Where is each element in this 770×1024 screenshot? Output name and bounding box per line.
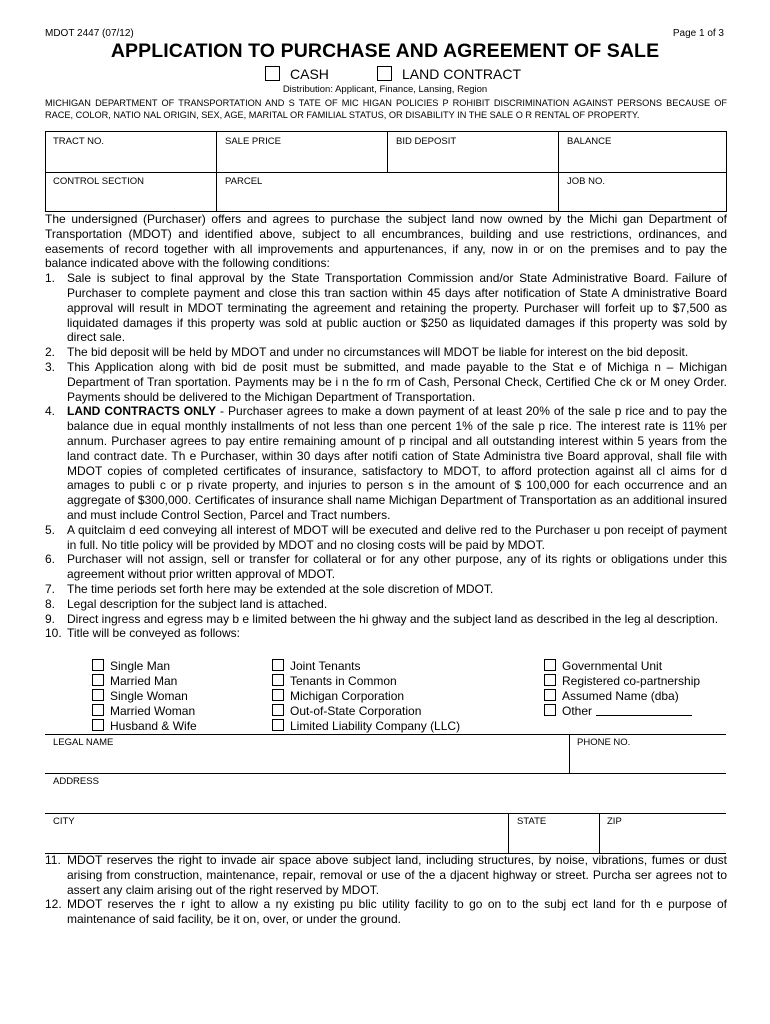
bid-deposit-field[interactable]: BID DEPOSIT xyxy=(396,136,457,147)
balance-field[interactable]: BALANCE xyxy=(567,136,612,147)
parcel-field[interactable]: PARCEL xyxy=(225,176,263,187)
checkbox[interactable] xyxy=(272,719,284,731)
title-option[interactable]: Limited Liability Company (LLC) xyxy=(272,719,460,734)
title-option[interactable]: Married Man xyxy=(92,674,197,689)
checkbox[interactable] xyxy=(92,659,104,671)
phone-no-field[interactable]: PHONE NO. xyxy=(577,737,631,748)
control-section-field[interactable]: CONTROL SECTION xyxy=(53,176,144,187)
checkbox[interactable] xyxy=(92,719,104,731)
page-title: APPLICATION TO PURCHASE AND AGREEMENT OF SALE xyxy=(110,40,660,62)
checkbox[interactable] xyxy=(92,689,104,701)
condition-item: 7. The time periods set forth here may be extended at the sole discretion of MDOT. xyxy=(45,581,494,596)
checkbox[interactable] xyxy=(272,704,284,716)
state-field[interactable]: STATE xyxy=(517,816,547,827)
legal-name-field[interactable]: LEGAL NAME xyxy=(53,737,114,748)
checkbox[interactable] xyxy=(272,689,284,701)
condition-item: 5. A quitclaim d eed conveying all interest of MDOT will be executed and delive red to the Purchaser u pon receipt of payment in full. No title policy will be provided by MDOT and no closing costs will be paid by MDOT. xyxy=(45,522,727,552)
checkbox[interactable] xyxy=(544,689,556,701)
condition-item: 12. MDOT reserves the r ight to allow a ny existing pu blic utility facility to go on to the subj ect land for th e purpose of maintenance of said facility, be it on, over, or under the ground. xyxy=(45,897,727,927)
title-options-col1 xyxy=(92,659,197,734)
sale-price-field[interactable]: SALE PRICE xyxy=(225,136,281,147)
checkbox[interactable] xyxy=(92,674,104,686)
condition-item: 10. Title will be conveyed as follows: xyxy=(45,626,240,641)
title-option[interactable]: Husband & Wife xyxy=(92,719,197,734)
checkbox[interactable] xyxy=(92,704,104,716)
title-option[interactable]: Single Man xyxy=(92,659,197,674)
title-option[interactable]: Out-of-State Corporation xyxy=(272,704,460,719)
title-option[interactable]: Assumed Name (dba) xyxy=(544,689,700,704)
land-contract-label: LAND CONTRACT xyxy=(402,66,522,82)
condition-item: 3. This Application along with bid de posit must be submitted, and made payable to the Stat e of Michiga n – Michigan Department of Tran sportation. Payments may be i n the fo rm of Cash, Personal Check, Certified Che ck or M oney Order. Payments should be delivered to the Michigan Department of Transportation. xyxy=(45,359,727,404)
checkbox[interactable] xyxy=(544,674,556,686)
title-options-col2 xyxy=(272,659,460,734)
land-contracts-heading: LAND CONTRACTS ONLY xyxy=(67,404,216,419)
title-option[interactable]: Governmental Unit xyxy=(544,659,700,674)
checkbox[interactable] xyxy=(544,659,556,671)
city-field[interactable]: CITY xyxy=(53,816,75,827)
condition-item: 4. LAND CONTRACTS ONLY - Purchaser agrees to make a down payment of at least 20% of the sale p rice and to pay the balance due in equal monthly installments of not less than one percent 1% of the sale p rice. The interest rate is 11% per annum. Purchaser agrees to pay entire remaining amount of p rincipal and all outstanding interest within 5 years from the land contract date. Th e Purchaser, within 30 days after notifi cation of State Administra tive Board approval, shall file with MDOT copies of completed certificates of insurance, satisfactory to MDOT, to afford protection against all cl aims for d amages to publi c or p rivate property, and injuries to person s in the amount of $ 100,000 for each occurrence and an aggregate of $300,000. Certificates of insurance shall name Michigan Department of Transportation as an additional insured and must include Control Section, Parcel and Tract numbers. xyxy=(45,404,727,522)
tract-no-field[interactable]: TRACT NO. xyxy=(53,136,105,147)
job-no-field[interactable]: JOB NO. xyxy=(567,176,606,187)
nondiscrimination-notice: MICHIGAN DEPARTMENT OF TRANSPORTATION AND S TATE OF MIC HIGAN POLICIES P ROHIBIT DISCRIMINATION AGAINST PERSONS BECAUSE OF RACE, COLOR, NATIO NAL ORIGIN, SEX, AGE, MARITAL OR FAMILIAL STATUS, OR DISABILITY IN THE SALE O R RENTAL OF PROPERTY. xyxy=(45,98,727,120)
cash-label: CASH xyxy=(290,66,329,82)
title-option[interactable]: Registered co-partnership xyxy=(544,674,700,689)
condition-item: 6. Purchaser will not assign, sell or transfer for collateral or for any other purpose, any of its rights or obligations under this agreement without prior written approval of MDOT. xyxy=(45,552,727,582)
title-option[interactable]: Tenants in Common xyxy=(272,674,460,689)
condition-item: 1. Sale is subject to final approval by the State Transportation Commission and/or State Administrative Board. Failure of Purchaser to complete payment and close this tran saction within 45 days after notification of State A dministrative Board approval will result in MDOT terminating the agreement and retaining the property. Purchaser will forfeit up to $7,500 as liquidated damages if this property was sold at public auction or $250 as liquidated damages if this property was sold by direct sale. xyxy=(45,271,727,345)
agreement-body-continued xyxy=(45,853,727,927)
condition-item: 9. Direct ingress and egress may b e limited between the hi ghway and the subject land as described in the leg al description. xyxy=(45,611,719,626)
title-option[interactable]: Married Woman xyxy=(92,704,197,719)
payment-cash[interactable] xyxy=(265,66,329,82)
address-field[interactable]: ADDRESS xyxy=(53,776,99,787)
agreement-body xyxy=(45,212,727,641)
land-contract-checkbox[interactable] xyxy=(377,66,392,81)
checkbox[interactable] xyxy=(544,704,556,716)
title-option[interactable]: Michigan Corporation xyxy=(272,689,460,704)
title-option[interactable]: Single Woman xyxy=(92,689,197,704)
other-input-line[interactable] xyxy=(596,705,692,716)
title-options-col3 xyxy=(544,659,700,719)
cash-checkbox[interactable] xyxy=(265,66,280,81)
form-id: MDOT 2447 (07/12) xyxy=(45,28,134,39)
intro-paragraph: The undersigned (Purchaser) offers and agrees to purchase the subject land now owned by the Michi gan Department of Transportation (MDOT) and identified above, subject to all encumbrances, building and use restrictions, ordinances, and easements of record together with all improvements and appurtenances, if any, now in or on the premises and to pay the balance indicated above with the following conditions: xyxy=(45,212,727,271)
condition-item: 8. Legal description for the subject land is attached. xyxy=(45,596,328,611)
distribution-line: Distribution: Applicant, Finance, Lansing, Region xyxy=(282,84,488,95)
payment-land-contract[interactable] xyxy=(377,66,521,82)
condition-item: 11. MDOT reserves the right to invade air space above subject land, including structures, by noise, vibrations, fumes or dust arising from construction, maintenance, repair, removal or use of the a djacent highway or street. Purcha ser agrees not to assert any claim arising out of the right reserved by MDOT. xyxy=(45,853,727,897)
condition-item: 2. The bid deposit will be held by MDOT and under no circumstances will MDOT be liable for interest on the bid deposit. xyxy=(45,345,689,360)
page-number: Page 1 of 3 xyxy=(672,28,724,39)
title-option[interactable]: Other xyxy=(544,704,700,719)
checkbox[interactable] xyxy=(272,659,284,671)
zip-field[interactable]: ZIP xyxy=(607,816,622,827)
title-option[interactable]: Joint Tenants xyxy=(272,659,460,674)
checkbox[interactable] xyxy=(272,674,284,686)
